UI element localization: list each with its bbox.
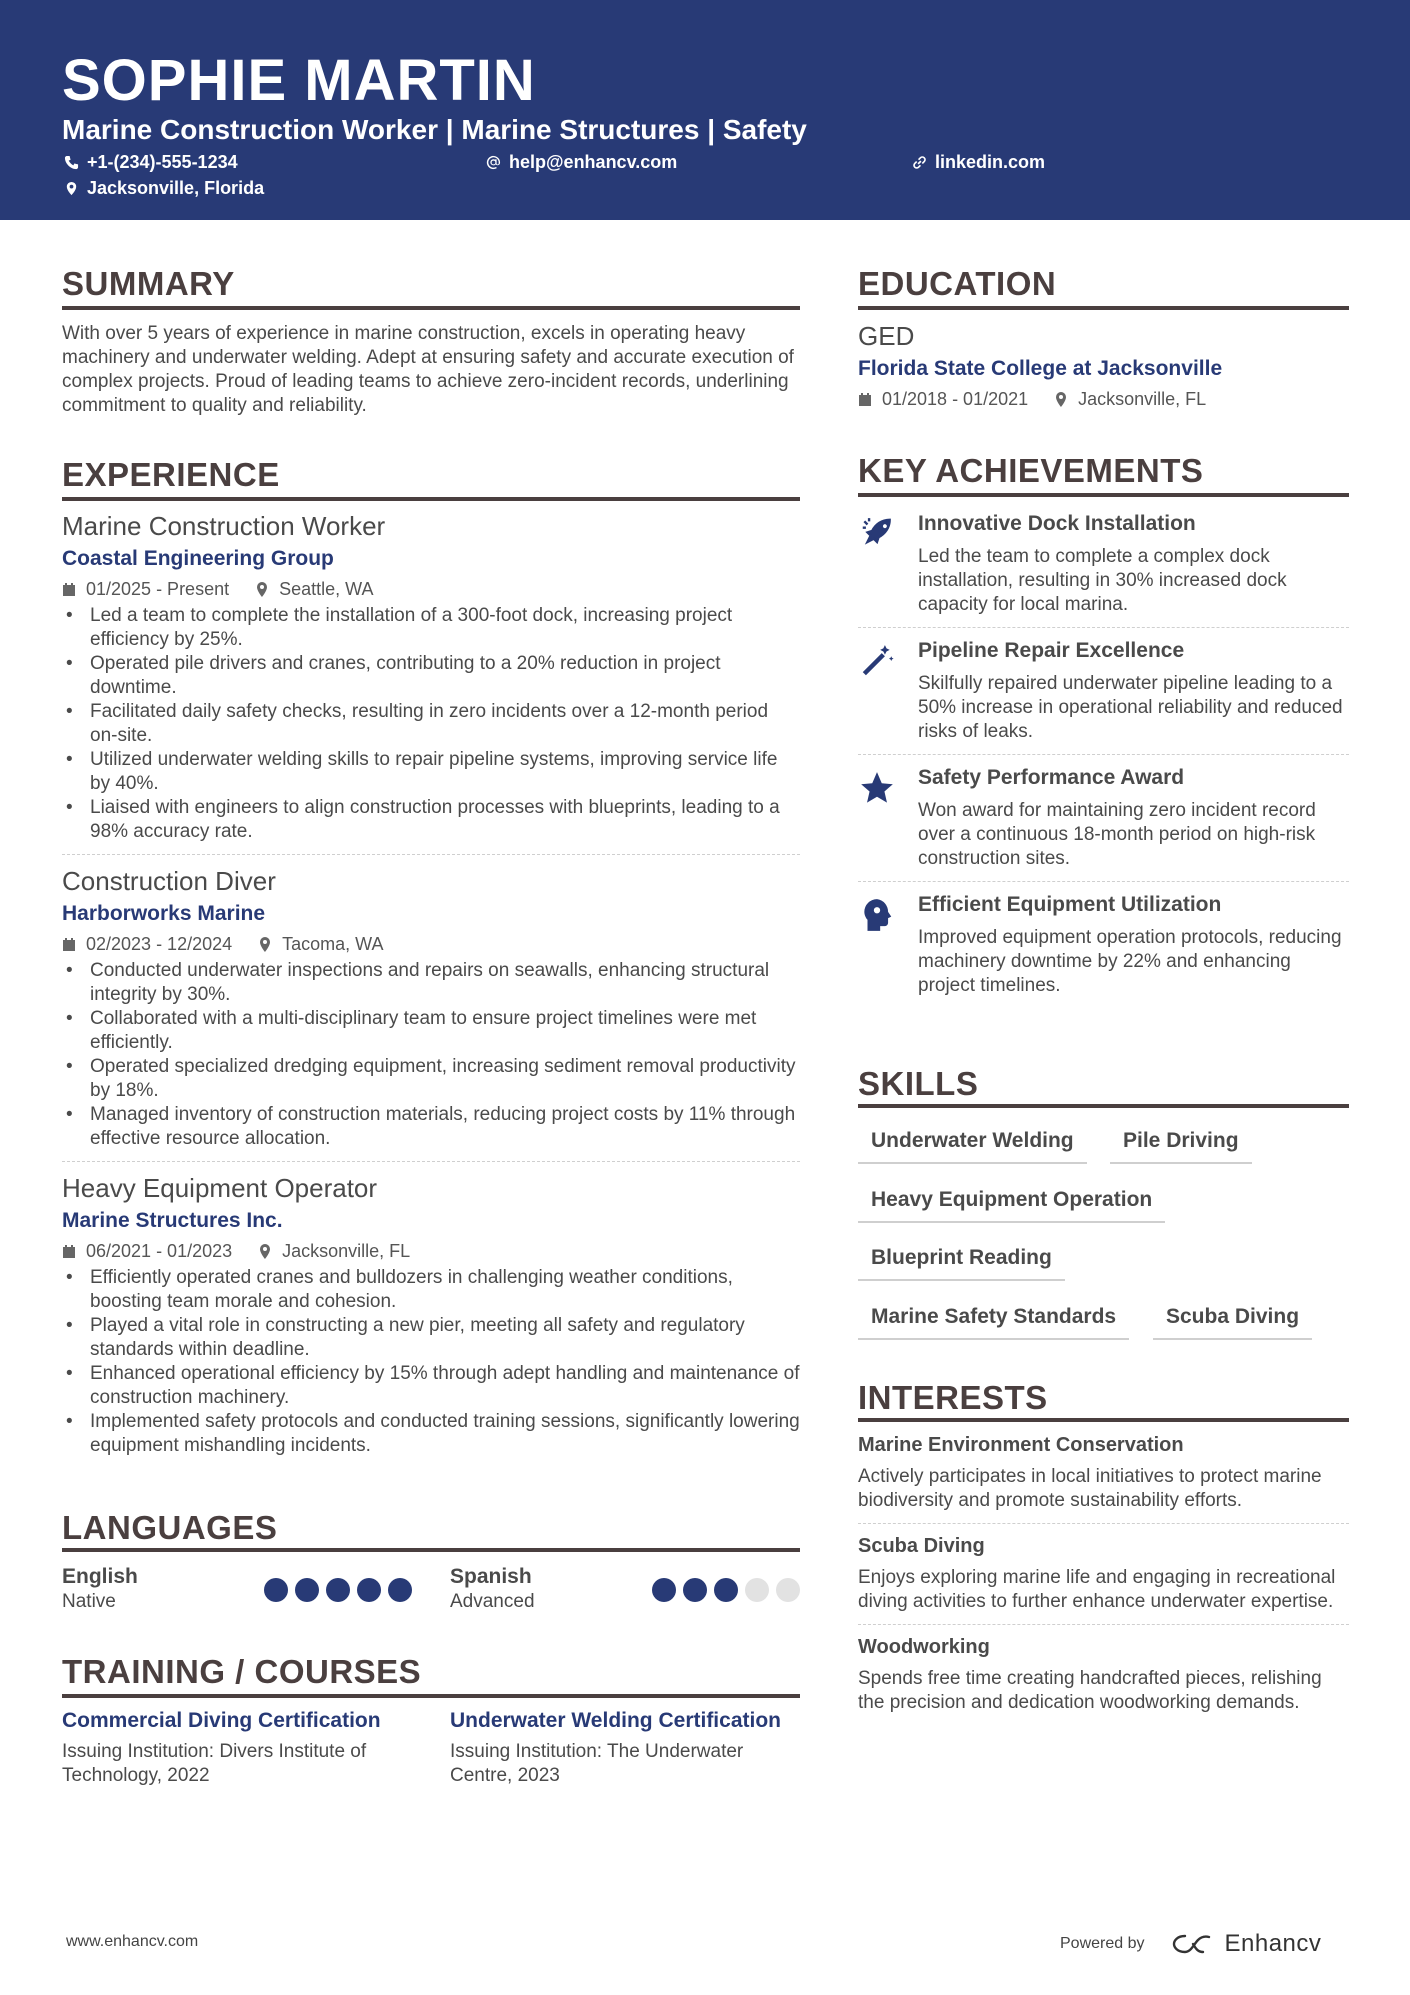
training-desc: Issuing Institution: Divers Institute of Technology, 2022 xyxy=(62,1741,367,1786)
job-title: Construction Diver xyxy=(62,866,276,896)
experience-heading: EXPERIENCE xyxy=(62,456,280,493)
interest-desc: Enjoys exploring marine life and engaging in recreational diving activities to further enhance underwater expertise. xyxy=(858,1567,1336,1612)
phone-icon xyxy=(64,155,79,170)
skill-tag: Blueprint Reading xyxy=(858,1245,1065,1281)
language-name: Spanish xyxy=(450,1565,532,1588)
training-title: Commercial Diving Certification xyxy=(62,1709,381,1732)
achievement-title: Innovative Dock Installation xyxy=(918,512,1196,535)
job-bullet: • Operated specialized dredging equipment, increasing sediment removal productivity by 18%. xyxy=(62,1055,800,1103)
job-meta xyxy=(62,578,800,600)
summary-heading: SUMMARY xyxy=(62,265,235,302)
email-text: help@enhancv.com xyxy=(509,152,678,172)
job-bullet: • Managed inventory of construction materials, reducing project costs by 11% through effective resource allocation. xyxy=(62,1103,800,1151)
divider xyxy=(62,854,800,855)
divider xyxy=(62,1161,800,1162)
achievement-item xyxy=(858,765,1349,871)
language-name: English xyxy=(62,1565,138,1588)
location-text: Jacksonville, Florida xyxy=(87,178,265,198)
skill-tag: Underwater Welding xyxy=(858,1128,1087,1164)
job-dates: 02/2023 - 12/2024 xyxy=(86,934,233,954)
interest-desc: Spends free time creating handcrafted pieces, relishing the precision and dedication woodworking demands. xyxy=(858,1668,1322,1713)
candidate-title: Marine Construction Worker | Marine Structures | Safety xyxy=(62,114,807,145)
interest-desc: Actively participates in local initiatives to protect marine biodiversity and promote sustainability efforts. xyxy=(858,1466,1322,1511)
training-item xyxy=(450,1708,800,1788)
job-entry xyxy=(62,865,800,1151)
job-meta xyxy=(62,1240,800,1262)
achievements-list xyxy=(858,511,1349,998)
achievements-rule xyxy=(858,493,1349,497)
powered-by-text: Powered by xyxy=(1060,1935,1145,1952)
achievement-item xyxy=(858,638,1349,744)
skills-rule xyxy=(858,1104,1349,1108)
job-bullet: • Implemented safety protocols and conducted training sessions, significantly lowering equipment mishandling incidents. xyxy=(62,1410,800,1458)
location-pin-icon xyxy=(1054,392,1068,407)
summary-rule xyxy=(62,306,800,310)
interest-item xyxy=(858,1635,1349,1715)
achievement-title: Safety Performance Award xyxy=(918,766,1185,789)
job-bullet: • Conducted underwater inspections and repairs on seawalls, enhancing structural integrity by 30%. xyxy=(62,959,800,1007)
magic-wand-icon xyxy=(858,642,896,680)
rating-dot-filled xyxy=(652,1578,676,1602)
location-pin-icon xyxy=(258,1244,272,1259)
summary-text: With over 5 years of experience in marine construction, excels in operating heavy machinery and underwater welding. Adept at ensuring safety and accurate execution of complex projects. Proud of leading teams to achieve zero-incident records, underlining commitment to quality and reliability. xyxy=(62,323,794,416)
calendar-icon xyxy=(858,392,872,407)
job-company: Harborworks Marine xyxy=(62,902,266,925)
contact-location xyxy=(64,177,264,199)
job-bullet: • Liaised with engineers to align construction processes with blueprints, leading to a 98% accuracy rate. xyxy=(62,796,800,844)
training-title: Underwater Welding Certification xyxy=(450,1709,781,1732)
contact-phone[interactable] xyxy=(64,151,238,173)
language-level: Advanced xyxy=(450,1591,535,1612)
achievement-item xyxy=(858,892,1349,998)
education-school: Florida State College at Jacksonville xyxy=(858,357,1223,380)
language-rating xyxy=(264,1578,412,1602)
calendar-icon xyxy=(62,582,76,597)
interest-item xyxy=(858,1433,1349,1513)
interests-list xyxy=(858,1433,1349,1715)
achievement-title: Efficient Equipment Utilization xyxy=(918,893,1222,916)
experience-rule xyxy=(62,497,800,501)
enhancv-logo-icon xyxy=(1171,1932,1217,1956)
rating-dot-filled xyxy=(388,1578,412,1602)
job-bullet: • Enhanced operational efficiency by 15% through adept handling and maintenance of construction machinery. xyxy=(62,1362,800,1410)
job-meta xyxy=(62,933,800,955)
education-dates: 01/2018 - 01/2021 xyxy=(882,389,1029,409)
at-icon xyxy=(486,155,501,170)
location-pin-icon xyxy=(64,181,79,196)
job-bullet: • Collaborated with a multi-disciplinary team to ensure project timelines were met efficiently. xyxy=(62,1007,800,1055)
training-rule xyxy=(62,1694,800,1698)
rating-dot-filled xyxy=(295,1578,319,1602)
training-desc: Issuing Institution: The Underwater Centre, 2023 xyxy=(450,1741,744,1786)
enhancv-logo[interactable] xyxy=(1171,1930,1322,1958)
education-meta xyxy=(858,388,1349,410)
phone-text: +1-(234)-555-1234 xyxy=(87,152,238,172)
achievement-desc: Led the team to complete a complex dock installation, resulting in 30% increased dock capacity for local marina. xyxy=(918,546,1287,615)
job-title: Marine Construction Worker xyxy=(62,511,386,541)
divider xyxy=(858,881,1349,882)
job-dates: 01/2025 - Present xyxy=(86,579,230,599)
job-bullet: • Played a vital role in constructing a new pier, meeting all safety and regulatory standards within deadline. xyxy=(62,1314,800,1362)
rating-dot-filled xyxy=(714,1578,738,1602)
interest-title: Marine Environment Conservation xyxy=(858,1434,1184,1456)
job-location: Seattle, WA xyxy=(279,579,374,599)
education-heading: EDUCATION xyxy=(858,265,1057,302)
job-bullets xyxy=(62,1266,800,1458)
education-location: Jacksonville, FL xyxy=(1078,389,1207,409)
footer-website[interactable]: www.enhancv.com xyxy=(66,1933,199,1950)
job-dates: 06/2021 - 01/2023 xyxy=(86,1241,233,1261)
education-degree: GED xyxy=(858,321,915,351)
interest-title: Woodworking xyxy=(858,1636,990,1658)
job-entry xyxy=(62,510,800,844)
rating-dot-filled xyxy=(357,1578,381,1602)
head-gear-icon xyxy=(858,896,896,934)
link-icon xyxy=(912,155,927,170)
rating-dot-filled xyxy=(264,1578,288,1602)
achievement-desc: Improved equipment operation protocols, reducing machinery downtime by 22% and enhancing project timelines. xyxy=(918,927,1342,996)
skills-heading: SKILLS xyxy=(858,1065,979,1102)
achievement-desc: Skilfully repaired underwater pipeline leading to a 50% increase in operational reliability and reduced risks of leaks. xyxy=(918,673,1343,742)
skill-tag: Scuba Diving xyxy=(1153,1304,1312,1340)
achievement-title: Pipeline Repair Excellence xyxy=(918,639,1185,662)
job-bullet: • Utilized underwater welding skills to repair pipeline systems, improving service life by 40%. xyxy=(62,748,800,796)
divider xyxy=(858,754,1349,755)
location-pin-icon xyxy=(255,582,269,597)
education-entry xyxy=(858,320,1349,410)
rating-dot-filled xyxy=(326,1578,350,1602)
achievement-desc: Won award for maintaining zero incident record over a continuous 18-month period on high-risk construction sites. xyxy=(918,800,1316,869)
languages-heading: LANGUAGES xyxy=(62,1509,278,1546)
skill-tag: Marine Safety Standards xyxy=(858,1304,1129,1340)
job-title: Heavy Equipment Operator xyxy=(62,1173,378,1203)
language-level: Native xyxy=(62,1591,116,1612)
training-item xyxy=(62,1708,422,1788)
divider xyxy=(858,1624,1349,1625)
divider xyxy=(858,627,1349,628)
job-company: Coastal Engineering Group xyxy=(62,547,334,570)
job-location: Jacksonville, FL xyxy=(282,1241,411,1261)
job-bullets xyxy=(62,604,800,844)
training-heading: TRAINING / COURSES xyxy=(62,1653,422,1690)
contact-email[interactable] xyxy=(486,151,677,173)
star-icon xyxy=(858,769,896,807)
calendar-icon xyxy=(62,1244,76,1259)
rocket-icon xyxy=(858,515,896,553)
footer-branding xyxy=(1060,1930,1321,1958)
resume-header xyxy=(0,0,1410,220)
interests-rule xyxy=(858,1418,1349,1422)
candidate-name: SOPHIE MARTIN xyxy=(62,48,536,113)
rating-dot-empty xyxy=(745,1578,769,1602)
contact-linkedin[interactable] xyxy=(912,151,1045,173)
interest-item xyxy=(858,1534,1349,1614)
education-rule xyxy=(858,306,1349,310)
job-entry xyxy=(62,1172,800,1458)
job-location: Tacoma, WA xyxy=(282,934,384,954)
job-bullet: • Operated pile drivers and cranes, contributing to a 20% reduction in project downtime. xyxy=(62,652,800,700)
linkedin-text: linkedin.com xyxy=(935,152,1046,172)
interest-title: Scuba Diving xyxy=(858,1535,985,1557)
skill-tag: Heavy Equipment Operation xyxy=(858,1187,1165,1223)
rating-dot-filled xyxy=(683,1578,707,1602)
achievements-heading: KEY ACHIEVEMENTS xyxy=(858,452,1204,489)
achievement-item xyxy=(858,511,1349,617)
job-bullets xyxy=(62,959,800,1151)
language-item xyxy=(450,1564,800,1614)
rating-dot-empty xyxy=(776,1578,800,1602)
calendar-icon xyxy=(62,937,76,952)
divider xyxy=(858,1523,1349,1524)
job-company: Marine Structures Inc. xyxy=(62,1209,283,1232)
language-rating xyxy=(652,1578,800,1602)
job-bullet: • Facilitated daily safety checks, resulting in zero incidents over a 12-month period on-site. xyxy=(62,700,800,748)
interests-heading: INTERESTS xyxy=(858,1379,1048,1416)
job-bullet: • Efficiently operated cranes and bulldozers in challenging weather conditions, boosting team morale and cohesion. xyxy=(62,1266,800,1314)
location-pin-icon xyxy=(258,937,272,952)
brand-name: Enhancv xyxy=(1224,1930,1322,1957)
languages-rule xyxy=(62,1548,800,1552)
language-item xyxy=(62,1564,412,1614)
experience-list xyxy=(62,510,800,1458)
job-bullet: • Led a team to complete the installation of a 300-foot dock, increasing project efficiency by 25%. xyxy=(62,604,800,652)
skill-tag: Pile Driving xyxy=(1110,1128,1252,1164)
